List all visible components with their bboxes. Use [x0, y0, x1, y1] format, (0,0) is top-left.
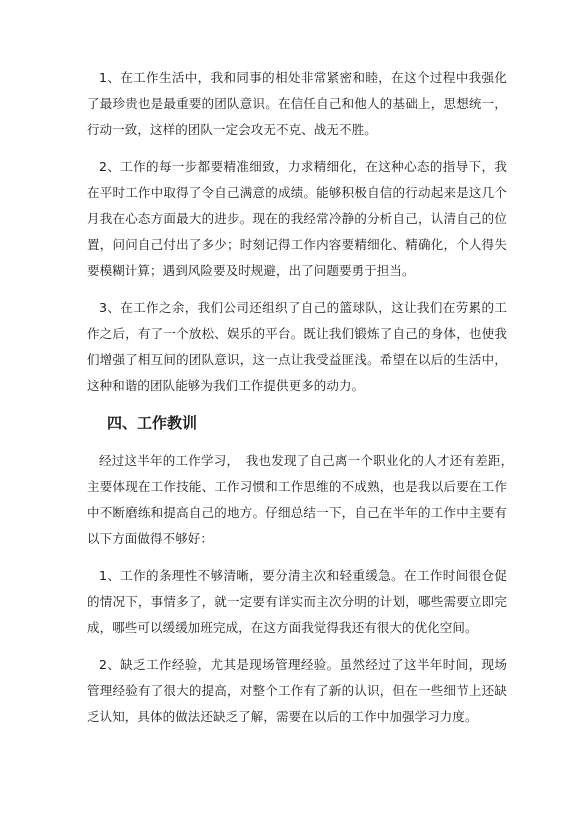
section-three-paragraph-2: 2、工作的每一步都要精准细致，力求精细化，在这种心态的指导下，我在平时工作中取得了令自己满意的成绩。能够积极自信的行动起来是这几个月我在心态方面最大的进步。现在的我经常冷静的分析自己，认清自己的位置，问问自己付出了多少；时刻记得工作内容要精细化、精确化，个人得失要模糊计算；遇到风险要及时规避，出了问题要勇于担当。 [87, 159, 507, 278]
section-four-intro: 经过这半年的工作学习， 我也发现了自己离一个职业化的人才还有差距， 主要体现在工作技能、工作习惯和工作思维的不成熟，也是我以后要在工作中不断磨练和提高自己的地方。仔细总结一下，自己在半年的工作中主要有以下方面做得不够好： [87, 453, 520, 546]
section-four-item-2: 2、缺乏工作经验，尤其是现场管理经验。虽然经过了这半年时间，现场管理经验有了很大的提高，对整个工作有了新的认识，但在一些细节上还缺乏认知，具体的做法还缺乏了解，需要在以后的工作中加强学习力度。 [87, 657, 507, 724]
section-four-item-1: 1、工作的条理性不够清晰，要分清主次和轻重缓急。在工作时间很仓促的情况下，事情多了，就一定要有详实而主次分明的计划，哪些需要立即完成，哪些可以缓缓加班完成，在这方面我觉得我还有很大的优化空间。 [87, 568, 507, 635]
document-page [87, 65, 520, 741]
section-three-paragraph-3: 3、在工作之余，我们公司还组织了自己的篮球队，这让我们在劳累的工作之后，有了一个放松、娱乐的平台。既让我们锻炼了自己的身体，也使我们增强了相互间的团队意识，这一点让我受益匪浅。希望在以后的生活中，这种和谐的团队能够为我们工作提供更多的动力。 [87, 300, 507, 393]
section-four-heading: 四、工作教训 [107, 414, 198, 432]
section-three-paragraph-1: 1、在工作生活中，我和同事的相处非常紧密和睦，在这个过程中我强化了最珍贵也是最重要的团队意识。在信任自己和他人的基础上，思想统一，行动一致，这样的团队一定会攻无不克、战无不胜。 [87, 70, 507, 137]
